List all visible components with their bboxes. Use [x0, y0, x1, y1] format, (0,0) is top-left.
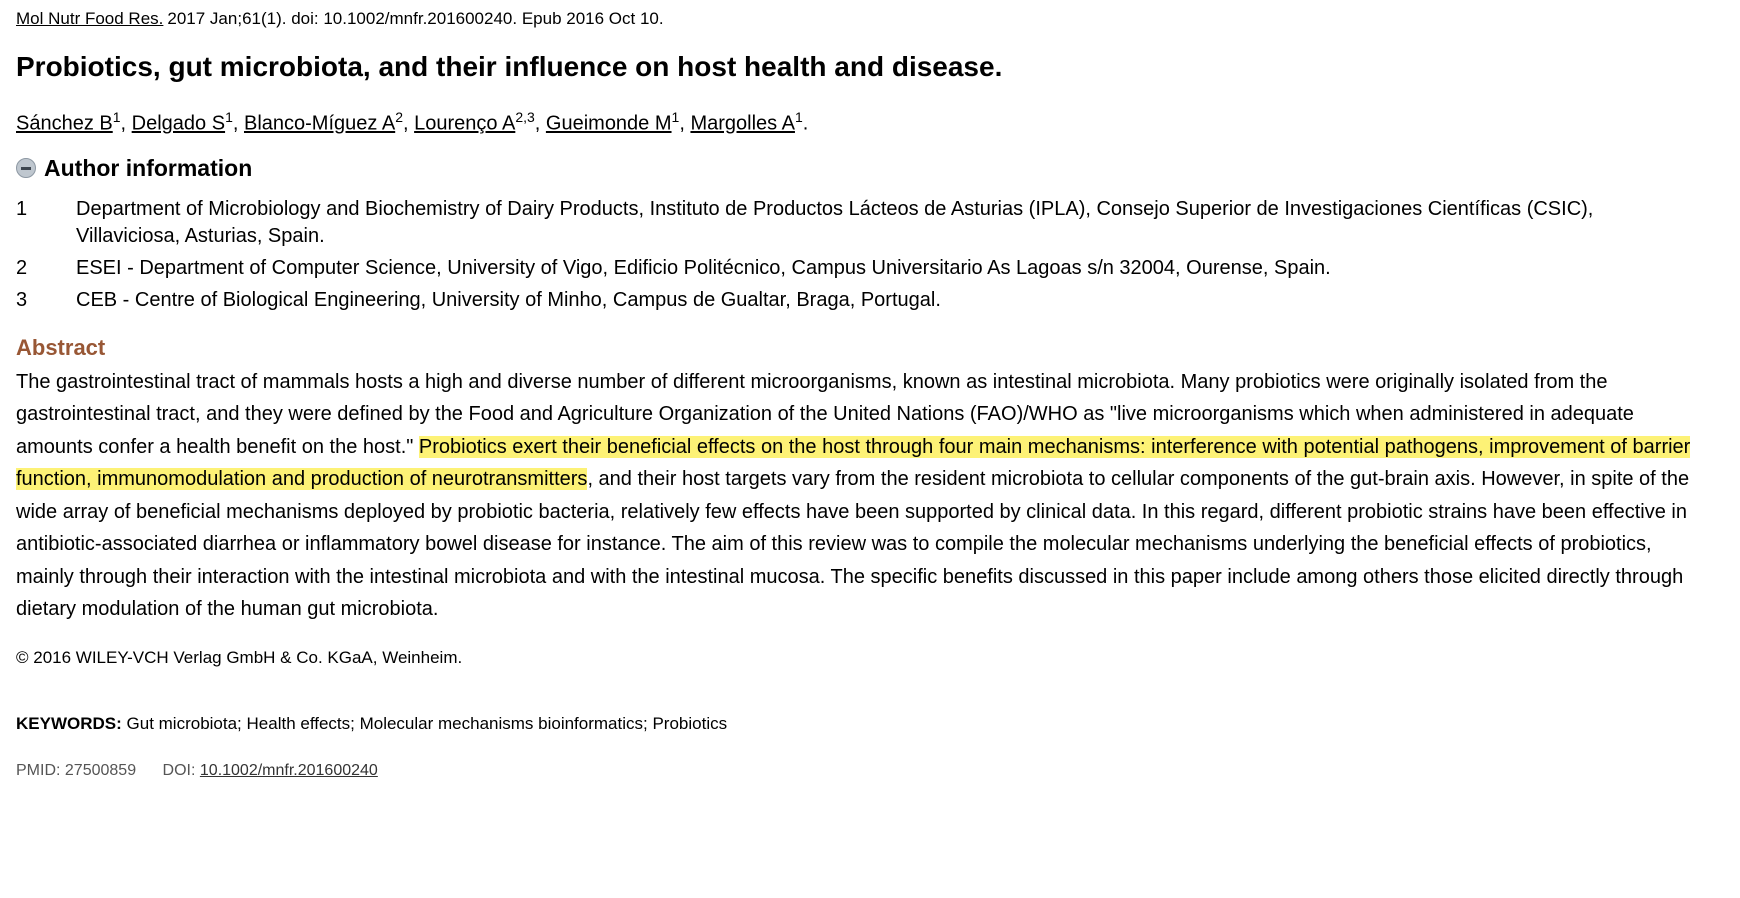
author-information-label: Author information — [44, 154, 253, 181]
minus-circle-icon[interactable] — [16, 158, 36, 178]
doi-label: DOI: — [162, 761, 196, 779]
copyright-notice: © 2016 WILEY-VCH Verlag GmbH & Co. KGaA, Weinheim. — [16, 647, 463, 667]
affiliation-text: ESEI - Department of Computer Science, University of Vigo, Edificio Politécnico, Campus Universitario As Lagoas s/n 32004, Ourense, Spain. — [76, 256, 1331, 279]
doi-link[interactable]: 10.1002/mnfr.201600240 — [199, 761, 378, 779]
keywords-value: Gut microbiota; Health effects; Molecular mechanisms bioinformatics; Probiotics — [126, 713, 728, 733]
identifier-line — [16, 762, 1724, 780]
citation-line — [16, 6, 1724, 32]
pmid-label: PMID: — [16, 761, 61, 779]
abstract-text-after: , and their host targets vary from the resident microbiota to cellular components of the gut-brain axis. However, in spite of the wide array of beneficial mechanisms deployed by probiotic bacteria, relatively few effects have been supported by clinical data. In this regard, different probiotic strains have been effective in antibiotic-associated diarrhea or inflammatory bowel disease for instance. The aim of this review was to compile the molecular mechanisms underlying the beneficial effects of probiotics, mainly through their interaction with the intestinal microbiota and with the intestinal mucosa. The specific benefits discussed in this paper include among others those elicited directly through dietary modulation of the human gut microbiota. — [16, 468, 1690, 621]
author-affiliation-number: 2 — [395, 109, 403, 125]
affiliation-text: CEB - Centre of Biological Engineering, University of Minho, Campus de Gualtar, Braga, Portugal. — [76, 288, 941, 311]
author-affiliation-number: 2,3 — [515, 109, 535, 125]
author-affiliation-number: 1 — [112, 109, 121, 125]
affiliation-item — [16, 255, 1724, 282]
author-affiliation-number: 1 — [794, 109, 803, 125]
affiliation-item — [16, 196, 1724, 250]
affiliation-number: 2 — [16, 256, 28, 279]
journal-link[interactable]: Mol Nutr Food Res. — [16, 9, 164, 28]
author-link[interactable]: Sánchez B — [16, 112, 113, 135]
author-list: Sánchez $B^1$, Delgado $S^1$, Blanco-Míguez $A^2$, Lourenço A$^{2,3}$, Gueimonde $M^1$, Margolles $A^1$. — [16, 109, 809, 135]
keywords-line — [16, 714, 1724, 734]
author-link[interactable]: Gueimonde M — [545, 112, 672, 135]
pmid-value: 27500859 — [64, 761, 137, 779]
keywords-label: KEYWORDS: — [16, 713, 122, 733]
affiliation-list — [16, 196, 1724, 314]
author-affiliation-number: 1 — [671, 109, 680, 125]
author-link[interactable]: Lourenço A — [414, 112, 516, 135]
abstract-highlight: Probiotics exert their beneficial effects on the host through four main mechanisms: interference with potential pathogens, improvement of barrier function, immunomodulation and production of neurotransmitters — [16, 435, 1691, 491]
affiliation-text: Department of Microbiology and Biochemistry of Dairy Products, Instituto de Productos Lácteos de Asturias (IPLA), Consejo Superior de Investigaciones Científicas (CSIC), Villaviciosa, Asturias, Spain. — [76, 197, 1594, 247]
abstract-text — [16, 366, 1724, 626]
author-link[interactable]: Delgado S — [131, 112, 226, 135]
abstract-text-before: The gastrointestinal tract of mammals hosts a high and diverse number of different microorganisms, known as intestinal microbiota. Many probiotics were originally isolated from the gastrointestinal tract, and they were defined by the Food and Agriculture Organization of the United Nations (FAO)/WHO as "live microorganisms which when administered in adequate amounts confer a health benefit on the host." — [16, 370, 1634, 458]
author-link[interactable]: Margolles A — [690, 112, 795, 135]
affiliation-number: 3 — [16, 288, 28, 311]
author-affiliation-number: 1 — [225, 109, 233, 125]
abstract-heading: Abstract — [16, 334, 106, 360]
affiliation-number: 1 — [16, 197, 28, 220]
article-title: Probiotics, gut microbiota, and their influence on host health and disease. — [16, 51, 1003, 82]
affiliation-item — [16, 287, 1724, 314]
author-link[interactable]: Blanco-Míguez A — [243, 112, 396, 135]
author-information-toggle[interactable] — [16, 155, 1724, 182]
citation-details: 2017 Jan;61(1). doi: 10.1002/mnfr.201600240. Epub 2016 Oct 10. — [167, 9, 664, 28]
